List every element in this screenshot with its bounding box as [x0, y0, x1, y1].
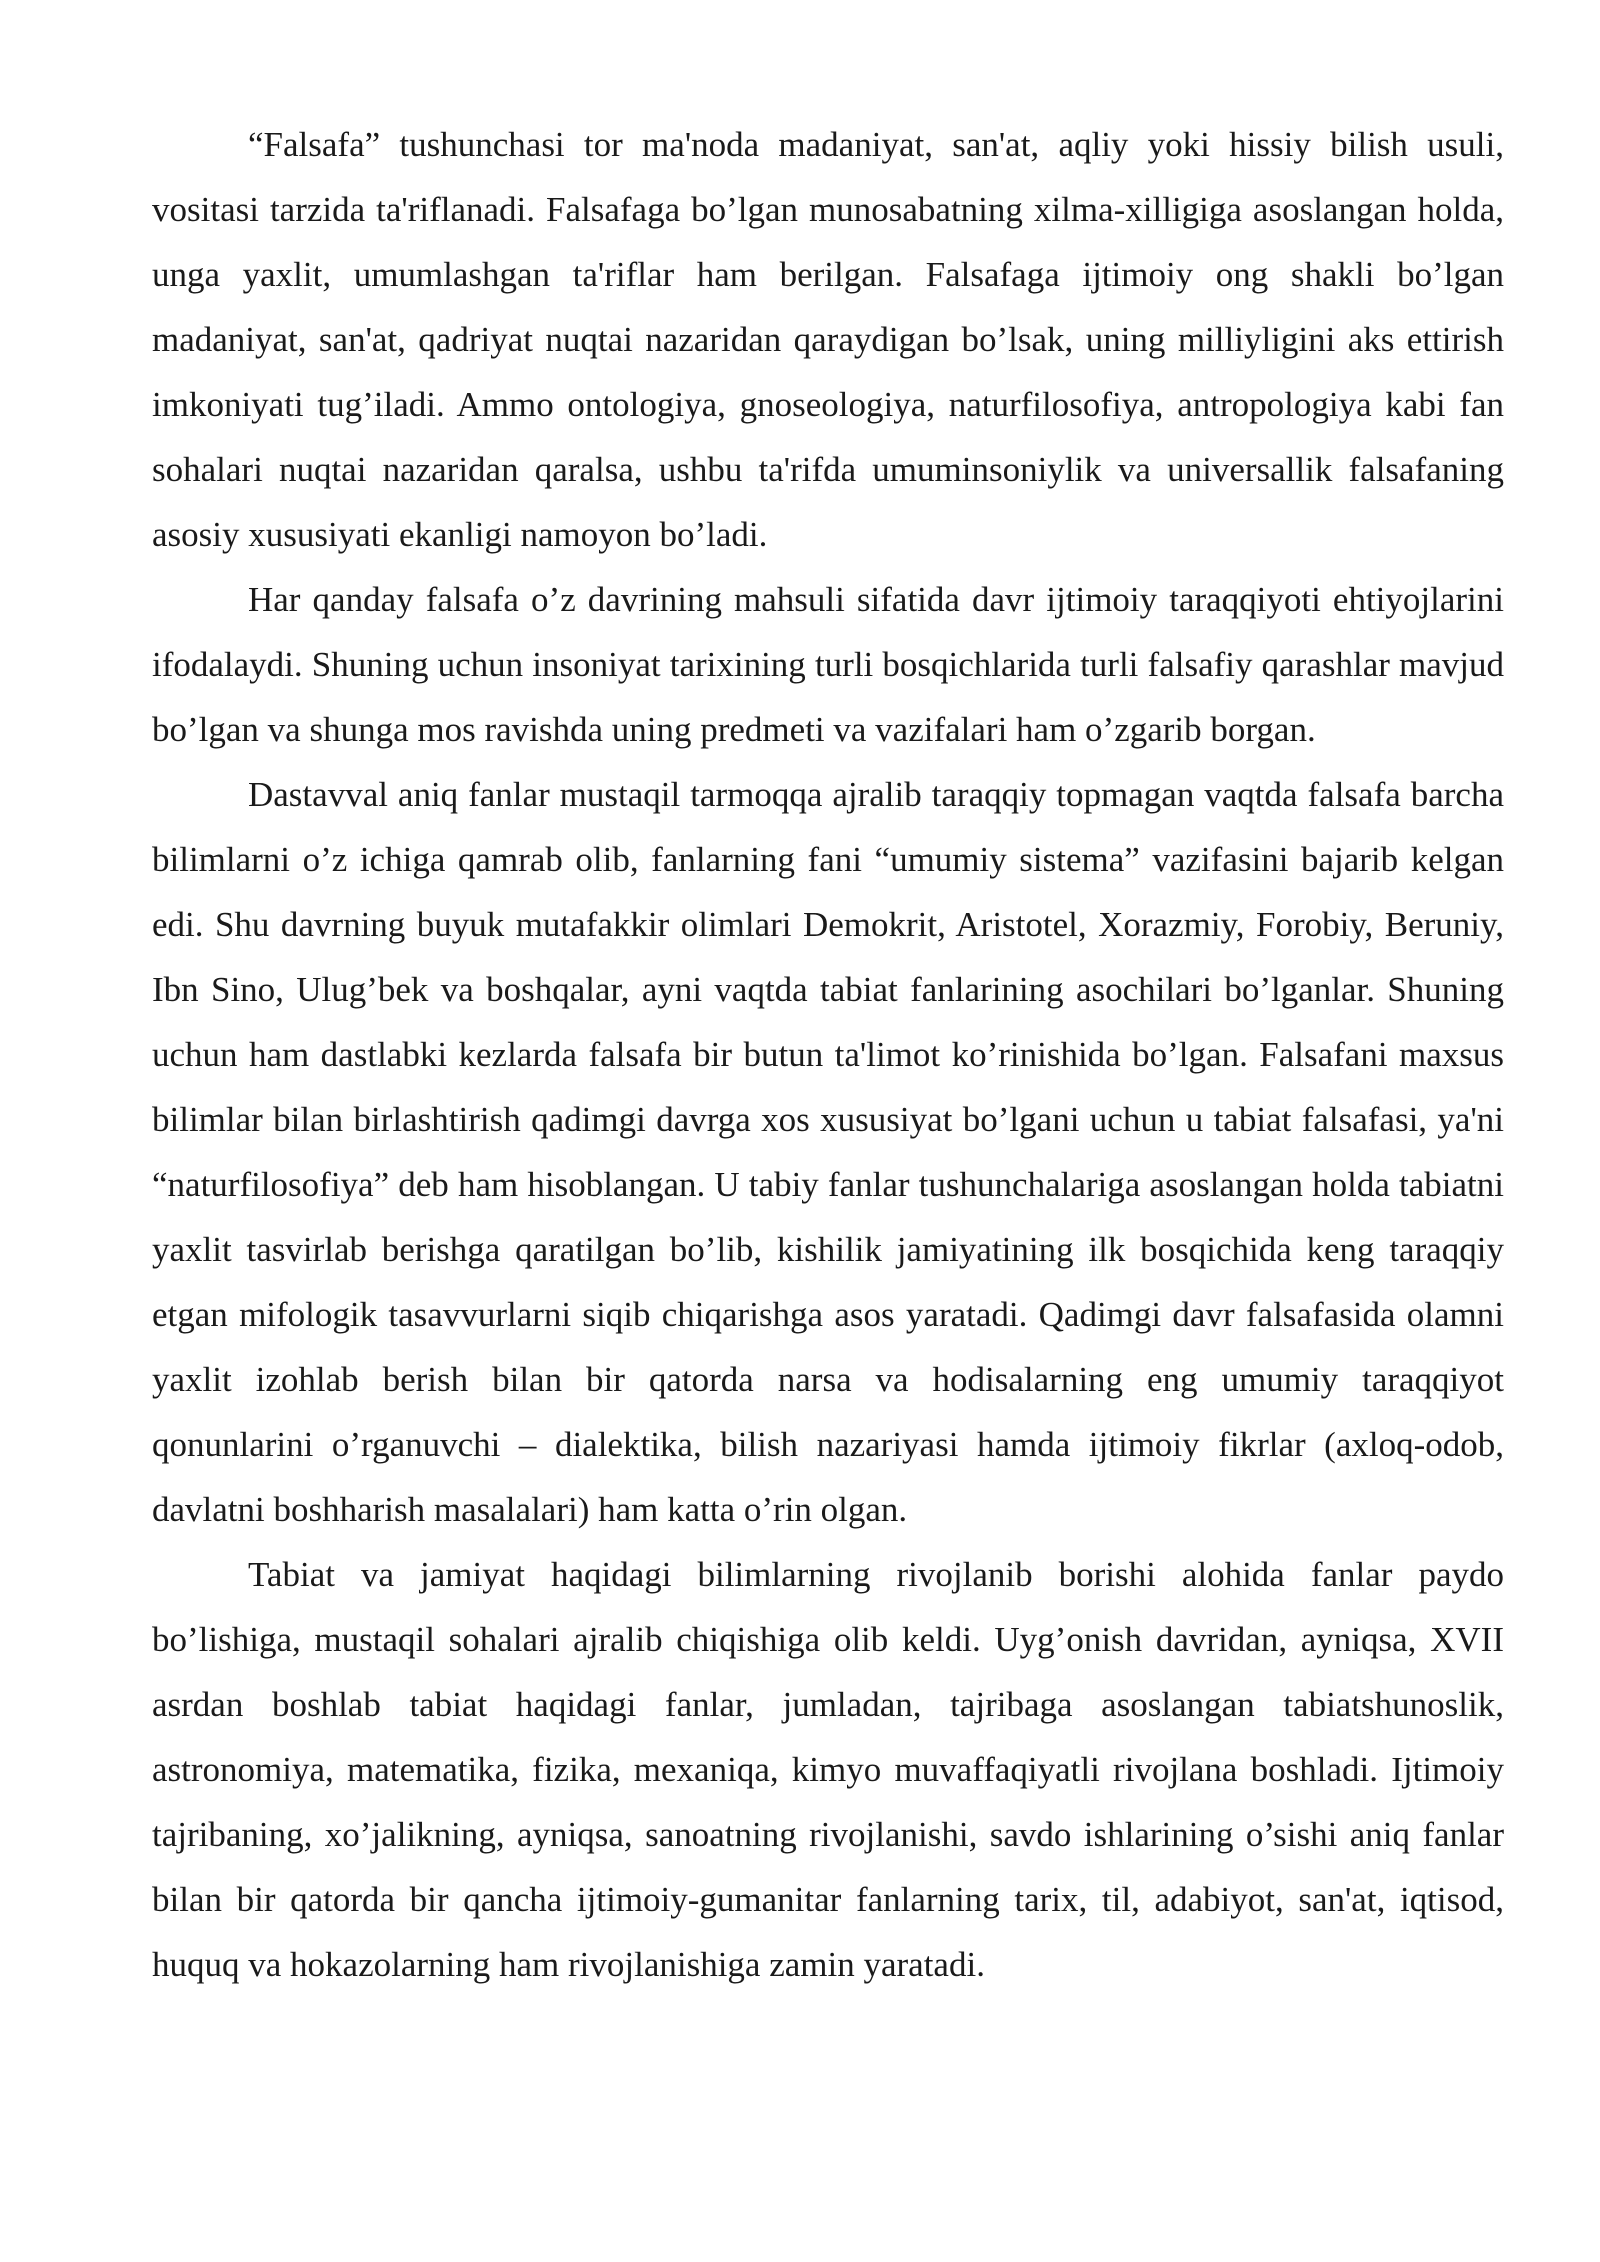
paragraph-3: Dastavval aniq fanlar mustaqil tarmoqqa ajralib taraqqiy topmagan vaqtda falsafa barcha bilimlarni o’z ichiga qamrab olib, fanlarning fani “umumiy sistema” vazifasini bajarib kelgan edi. Shu davrning buyuk mutafakkir olimlari Demokrit, Aristotel, Xorazmiy, Forobiy, Beruniy, Ibn Sino, Ulug’bek va boshqalar, ayni vaqtda tabiat fanlarining asochilari bo’lganlar. Shuning uchun ham dastlabki kezlarda falsafa bir butun ta'limot ko’rinishida bo’lgan. Falsafani maxsus bilimlar bilan birlashtirish qadimgi davrga xos xususiyat bo’lgani uchun u tabiat falsafasi, ya'ni “naturfilosofiya” deb ham hisoblangan. U tabiy fanlar tushunchalariga asoslangan holda tabiatni yaxlit tasvirlab berishga qaratilgan bo’lib, kishilik jamiyatining ilk bosqichida keng taraqqiy etgan mifologik tasavvurlarni siqib chiqarishga asos yaratadi. Qadimgi davr falsafasida olamni yaxlit izohlab berish bilan bir qatorda narsa va hodisalarning eng umumiy taraqqiyot qonunlarini o’rganuvchi – dialektika, bilish nazariyasi hamda ijtimoiy fikrlar (axloq-odob, davlatni boshharish masalalari) ham katta o’rin olgan.	[152, 775, 1504, 1529]
paragraph-4: Tabiat va jamiyat haqidagi bilimlarning rivojlanib borishi alohida fanlar paydo bo’lishiga, mustaqil sohalari ajralib chiqishiga olib keldi. Uyg’onish davridan, ayniqsa, XVII asrdan boshlab tabiat haqidagi fanlar, jumladan, tajribaga asoslangan tabiatshunoslik, astronomiya, matematika, fizika, mexaniqa, kimyo muvaffaqiyatli rivojlana boshladi. Ijtimoiy tajribaning, xo’jalikning, ayniqsa, sanoatning rivojlanishi, savdo ishlarining o’sishi aniq fanlar bilan bir qatorda bir qancha ijtimoiy-gumanitar fanlarning tarix, til, adabiyot, san'at, iqtisod, huquq va hokazolarning ham rivojlanishiga zamin yaratadi.	[152, 1555, 1504, 1984]
document-page	[152, 112, 1504, 1997]
paragraph-2: Har qanday falsafa o’z davrining mahsuli sifatida davr ijtimoiy taraqqiyoti ehtiyojlarini ifodalaydi. Shuning uchun insoniyat tarixining turli bosqichlarida turli falsafiy qarashlar mavjud bo’lgan va shunga mos ravishda uning predmeti va vazifalari ham o’zgarib borgan.	[152, 580, 1504, 749]
paragraph-1: “Falsafa” tushunchasi tor ma'noda madaniyat, san'at, aqliy yoki hissiy bilish usuli, vositasi tarzida ta'riflanadi. Falsafaga bo’lgan munosabatning xilma-xilligiga asoslangan holda, unga yaxlit, umumlashgan ta'riflar ham berilgan. Falsafaga ijtimoiy ong shakli bo’lgan madaniyat, san'at, qadriyat nuqtai nazaridan qaraydigan bo’lsak, uning milliyligini aks ettirish imkoniyati tug’iladi. Ammo ontologiya, gnoseologiya, naturfilosofiya, antropologiya kabi fan sohalari nuqtai nazaridan qaralsa, ushbu ta'rifda umuminsoniylik va universallik falsafaning asosiy xususiyati ekanligi namoyon bo’ladi.	[152, 125, 1504, 554]
